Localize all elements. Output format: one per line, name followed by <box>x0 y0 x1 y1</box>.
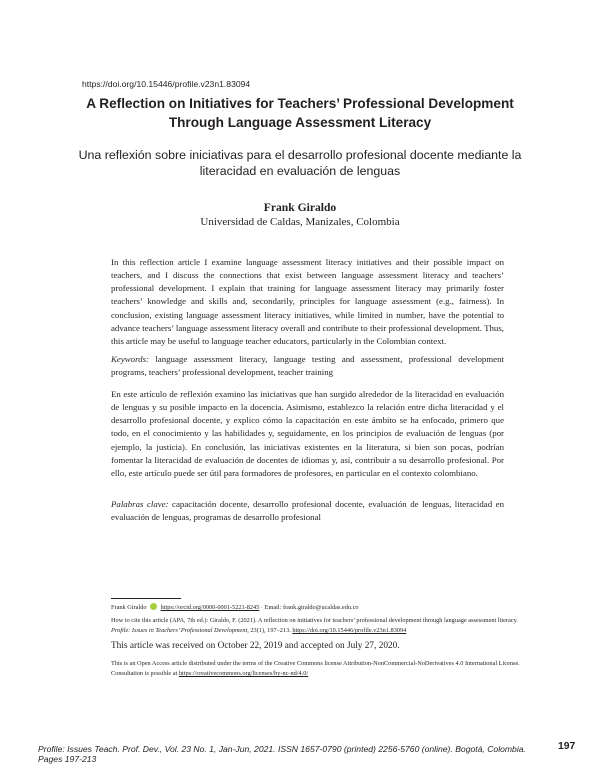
abstract-spanish: En este artículo de reflexión examino las iniciativas que han surgido alrededor de la literacidad en evaluación de lenguas y su posible impacto en la docencia. Asimismo, establezco la relación entre dicha literacidad y el desarrollo profesional docente, y explico cómo la capacitación en este ámbito se ha enfocado, primero que todo, en el conocimiento y las habilidades y, seguidamente, en los principios de evaluación de lenguas (por ejemplo, la justicia). En conclusión, las iniciativas existentes en la literatura, si bien son pocas, podrían fomentar la literacidad de evaluación de docentes de idiomas y, así, contribuir a su desarrollo profesional. Por ello, este artículo puede ser útil para formadores de profesores, en particular en el contexto colombiano. <box>111 389 504 478</box>
footnote-author: Frank Giraldo <box>111 604 147 611</box>
author-name: Frank Giraldo <box>263 201 337 214</box>
page-number: 197 <box>558 741 576 752</box>
received-accepted-note: This article was received on October 22, 2019 and accepted on July 27, 2020. <box>111 641 400 651</box>
citation-volume: , 23(1), 197–213. <box>247 627 293 634</box>
doi-link[interactable]: https://doi.org/10.15446/profile.v23n1.83094 <box>82 79 251 89</box>
article-title <box>60 94 540 132</box>
citation-doi-link[interactable]: https://doi.org/10.15446/profile.v23n1.83094 <box>292 627 407 634</box>
orcid-link[interactable]: https://orcid.org/0000-0001-5221-8245 <box>160 604 260 611</box>
keywords-english <box>111 353 504 379</box>
keywords-en-label: Keywords: <box>111 354 149 364</box>
article-subtitle <box>60 147 540 179</box>
keywords-spanish <box>111 498 504 524</box>
subtitle-line-1: Una reflexión sobre iniciativas para el desarrollo profesional docente mediante la <box>78 148 522 162</box>
citation-text: How to cite this article (APA, 7th ed.): Giraldo, F. (2021). A reflection on initiatives for teachers’ professional development through language assessment literacy. <box>111 617 518 624</box>
keywords-es-label: Palabras clave: <box>111 499 169 509</box>
citation-journal: Profile: Issues in Teachers’ Professional Development <box>111 627 248 634</box>
keywords-en-list: language assessment literacy, language testing and assessment, professional development programs, teachers’ professional development, teacher training <box>111 354 504 378</box>
journal-footer: Profile: Issues Teach. Prof. Dev., Vol. 23 No. 1, Jan-Jun, 2021. ISSN 1657-0790 (printed) 2256-5760 (online). Bogotá, Colombia. Pages 197-213 <box>38 744 526 764</box>
keywords-es-list: capacitación docente, desarrollo profesional docente, evaluación de lenguas, literacidad en evaluación de lenguas, programas de desarrollo profesional <box>111 499 504 523</box>
subtitle-line-2: literacidad en evaluación de lenguas <box>199 164 401 178</box>
abstract-english: In this reflection article I examine language assessment literacy initiatives and their possible impact on teachers, and I discuss the connections that exist between language assessment literacy and teachers’ professional development. I explain that training for language assessment literacy may primarily foster teachers’ knowledge and skills and, secondarily, principles for language assessment (e.g., fairness). In conclusion, existing language assessment literacy initiatives, while limited in number, have the potential to advance teachers’ language assessment literacy overall and contribute to their professional development. Thus, this article may be useful to language teacher educators, particularly in the Colombian context. <box>111 257 504 346</box>
orcid-icon <box>150 603 157 610</box>
license-link[interactable]: https://creativecommons.org/licenses/by-nc-nd/4.0/ <box>178 670 309 677</box>
title-line-2: Through Language Assessment Literacy <box>168 115 432 130</box>
citation-note <box>111 616 521 636</box>
license-text: This is an Open Access article distributed under the terms of the Creative Commons license Attribution-NonCommercial-NoDerivatives 4.0 International License. Consultation is possible at <box>111 660 520 677</box>
author-affiliation: Universidad de Caldas, Manizales, Colombia <box>200 216 400 228</box>
author-email: · Email: frank.giraldo@ucaldas.edu.co <box>259 604 359 611</box>
footnote-divider <box>111 598 181 599</box>
author-contact-note <box>111 603 521 613</box>
license-note <box>111 659 521 679</box>
title-line-1: A Reflection on Initiatives for Teachers’ Professional Development <box>86 96 514 111</box>
